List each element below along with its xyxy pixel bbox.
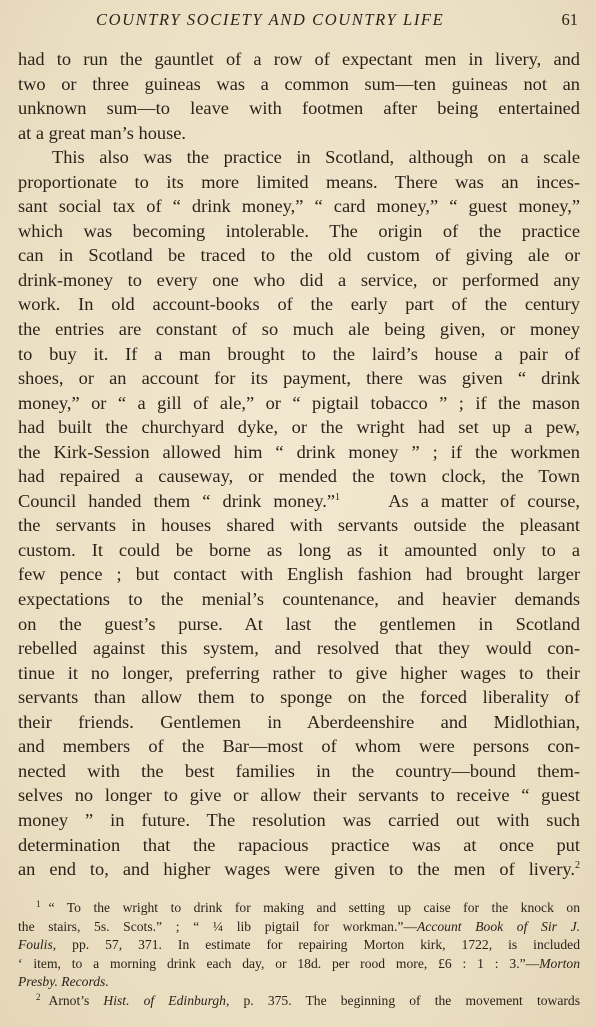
running-head <box>0 10 596 34</box>
text-line: money,” or “ a gill of ale,” or “ pigtail tobacco ” ; if the mason <box>18 392 580 413</box>
footnote-line <box>18 955 580 974</box>
footnote-line <box>18 918 580 937</box>
text-segment: As a matter of course, <box>388 490 581 511</box>
text-line-with-footnote <box>18 489 580 514</box>
text-line: proportionate to its more limited means. There was an inces- <box>18 171 580 192</box>
footnote-marker: 1 <box>36 899 41 909</box>
text-line-with-footnote <box>18 857 580 882</box>
text-line: the entries are constant of so much ale being given, or money <box>18 319 580 340</box>
text-line: had repaired a causeway, or mended the town clock, the Town <box>18 466 580 487</box>
text-line: to buy it. If a man brought to the laird’s house a pair of <box>18 343 580 364</box>
text-line: drink-money to every one who did a service, or performed any <box>18 269 580 290</box>
text-line: work. In old account-books of the early part of the century <box>18 294 580 315</box>
text-line: servants than allow them to sponge on the forced liberality of <box>18 687 580 708</box>
footnote-text: ‘ item, to a morning drink each day, or 18d. per rood more, £6 : 1 : 3.”— <box>18 955 540 971</box>
text-line: selves no longer to give or allow their servants to receive “ guest <box>18 785 580 806</box>
text-line: shoes, or an account for its payment, there was given “ drink <box>18 368 580 389</box>
text-line: determination that the rapacious practice was at once put <box>18 834 580 855</box>
footnote-text: “ To the wright to drink for making and setting up caise for the knock on <box>48 900 580 915</box>
text-line: custom. It could be borne as long as it amounted only to a <box>18 539 580 560</box>
text-line: sant social tax of “ drink money,” “ card money,” “ guest money,” <box>18 196 580 217</box>
text-line: at a great man’s house. <box>18 122 187 143</box>
footnote-reference: 1 <box>335 491 341 503</box>
running-head-title: COUNTRY SOCIETY AND COUNTRY LIFE <box>96 10 445 29</box>
text-line: can in Scotland be traced to the old custom of giving ale or <box>18 245 580 266</box>
footnote-line <box>18 992 580 1011</box>
footnote-text: the stairs, 5s. Scots.” ; “ ¼ lib pigtail for workman.”— <box>18 918 418 934</box>
text-line: on the guest’s purse. At last the gentlemen in Scotland <box>18 613 580 634</box>
footnote-text: Arnot’s <box>48 992 90 1008</box>
text-line: expectations to the menial’s countenance, and heavier demands <box>18 589 580 610</box>
text-line: unknown sum—to leave with footmen after being entertained <box>18 98 580 119</box>
body-text <box>18 47 580 882</box>
footnote-line <box>18 899 580 918</box>
text-line: and members of the Bar—most of whom were persons con- <box>18 736 580 757</box>
text-line: rebelled against this system, and resolved that they would con- <box>18 638 580 659</box>
text-line: their friends. Gentlemen in Aberdeenshire and Midlothian, <box>18 711 580 732</box>
text-line: tinue it no longer, preferring rather to give higher wages to their <box>18 662 580 683</box>
footnote-citation: Presby. Records. <box>18 974 109 990</box>
footnote-text: pp. 57, 371. In estimate for repairing Morton kirk, 1722, is included <box>72 937 580 953</box>
footnote-line <box>18 973 580 992</box>
text-line: had built the churchyard dyke, or the wright had set up a pew, <box>18 417 580 438</box>
footnote-citation: Morton <box>539 955 580 971</box>
footnote-citation: Foulis, <box>18 937 57 953</box>
footnote-marker: 2 <box>36 991 41 1002</box>
footnote-line <box>18 936 580 955</box>
footnote-citation: Hist. of Edinburgh, <box>103 992 230 1008</box>
footnote-citation: Account Book of Sir J. <box>417 918 581 934</box>
text-line: the servants in houses shared with servants outside the pleasant <box>18 515 580 536</box>
text-line: the Kirk-Session allowed him “ drink money ” ; if the workmen <box>18 441 580 462</box>
page-number: 61 <box>561 10 578 29</box>
text-line: which was becoming intolerable. The origin of the practice <box>18 220 580 241</box>
paragraph-start-line: This also was the practice in Scotland, although on a scale <box>52 147 580 168</box>
text-segment: Council handed them “ drink money.” <box>18 490 336 511</box>
footnotes <box>18 899 580 1011</box>
footnote-text: p. 375. The beginning of the movement towards <box>243 992 580 1008</box>
text-line: few pence ; but contact with English fashion had brought larger <box>18 564 580 585</box>
text-line: money ” in future. The resolution was carried out with such <box>18 809 580 830</box>
text-line: had to run the gauntlet of a row of expectant men in livery, and <box>18 49 580 69</box>
text-line: nected with the best families in the country—bound them- <box>18 760 580 781</box>
text-line: two or three guineas was a common sum—ten guineas not an <box>18 73 580 94</box>
footnote-reference: 2 <box>575 860 580 872</box>
text-segment: an end to, and higher wages were given to the men of livery. <box>18 859 575 880</box>
